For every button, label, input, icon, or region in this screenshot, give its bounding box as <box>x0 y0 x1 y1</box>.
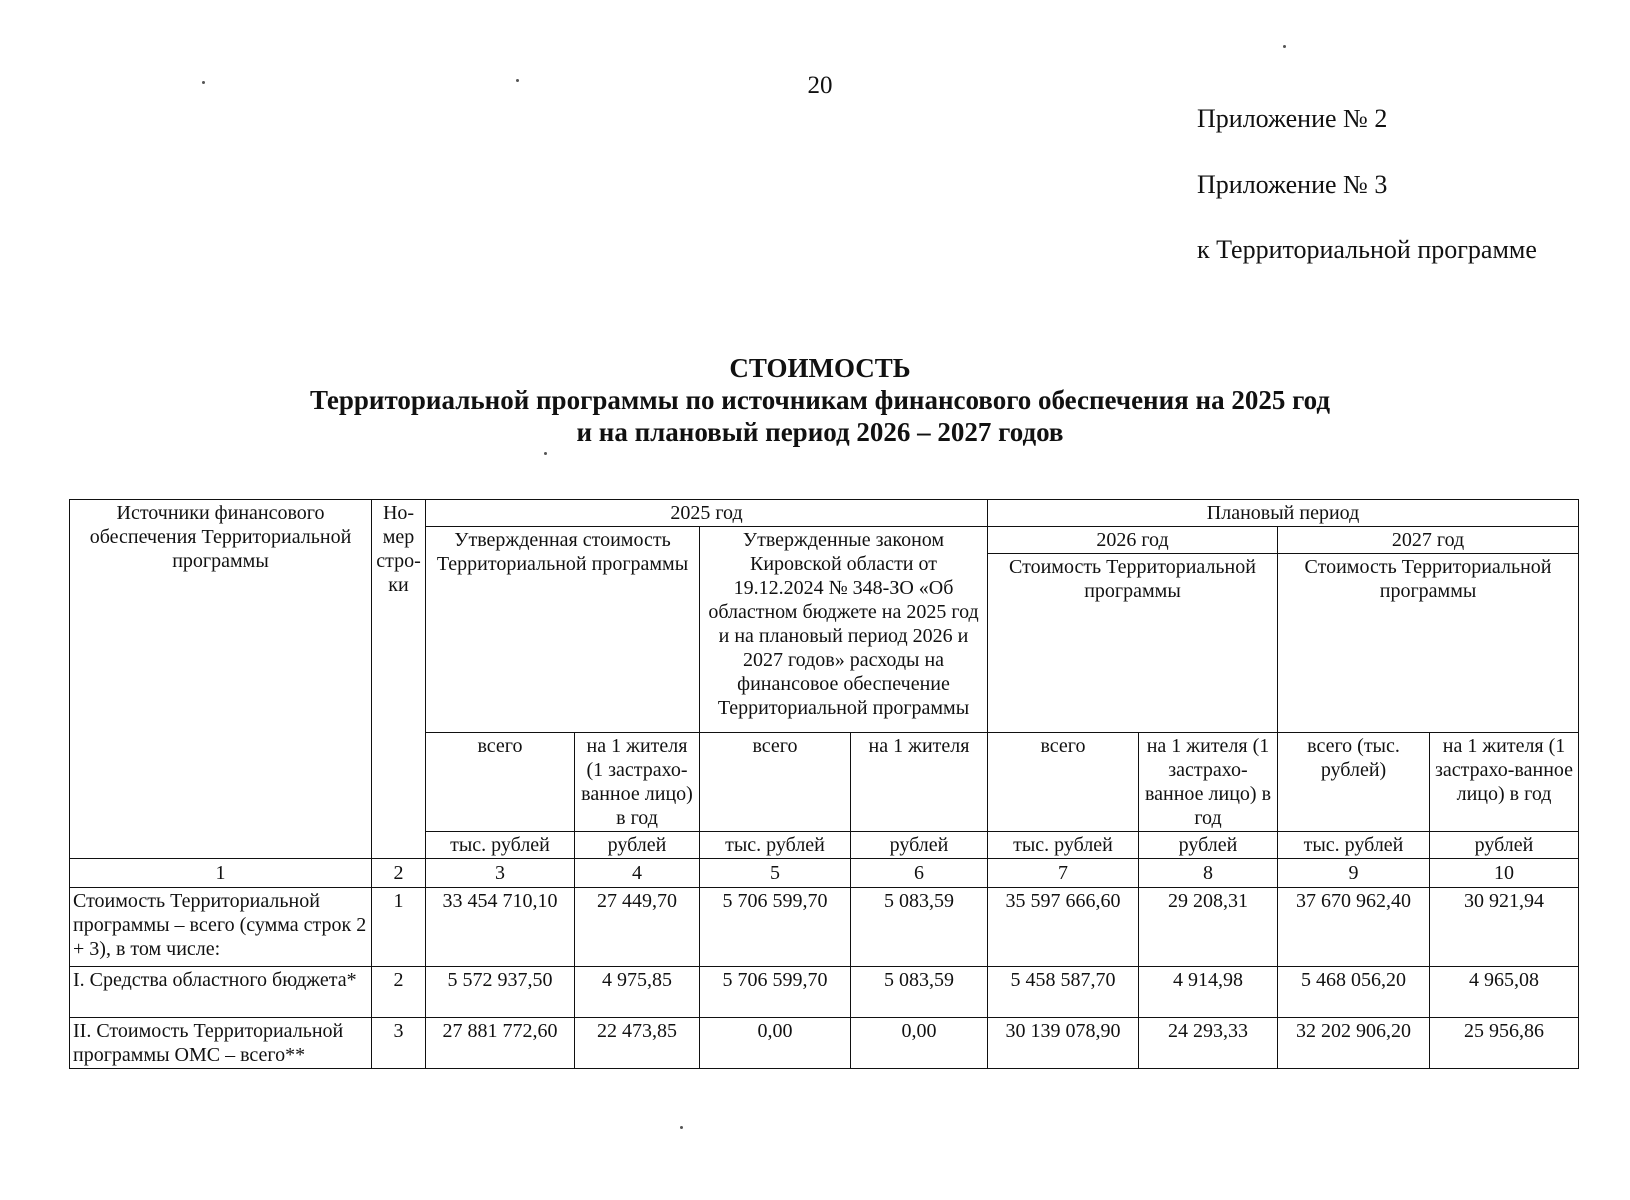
cell-value: 27 449,70 <box>575 888 700 967</box>
page-number: 20 <box>807 72 833 99</box>
cell-value: 5 706 599,70 <box>700 888 851 967</box>
header-year-2027: 2027 год <box>1278 527 1579 554</box>
cell-value: 5 083,59 <box>851 888 988 967</box>
row-source: I. Средства областного бюджета* <box>70 967 372 1018</box>
unit-col3: тыс. рублей <box>426 832 575 859</box>
row-number: 1 <box>372 888 426 967</box>
column-number: 2 <box>372 859 426 888</box>
cell-value: 27 881 772,60 <box>426 1018 575 1069</box>
column-number: 5 <box>700 859 851 888</box>
cell-value: 4 914,98 <box>1139 967 1278 1018</box>
row-number: 3 <box>372 1018 426 1069</box>
cell-value: 30 139 078,90 <box>988 1018 1139 1069</box>
cell-value: 32 202 906,20 <box>1278 1018 1430 1069</box>
header-approved-cost: Утвержденная стоимость Территориальной программы <box>426 527 700 733</box>
title-line-1: Территориальной программы по источникам финансового обеспечения на 2025 год <box>309 385 1331 415</box>
table-row <box>70 967 1579 1018</box>
cell-value: 5 083,59 <box>851 967 988 1018</box>
header-planned-period: Плановый период <box>988 500 1579 527</box>
column-number: 3 <box>426 859 575 888</box>
unit-col6: рублей <box>851 832 988 859</box>
scan-speck <box>202 81 205 84</box>
header-row-1 <box>70 500 1579 527</box>
cell-value: 0,00 <box>851 1018 988 1069</box>
cell-value: 5 468 056,20 <box>1278 967 1430 1018</box>
header-total-col7: всего <box>988 733 1139 832</box>
cell-value: 24 293,33 <box>1139 1018 1278 1069</box>
scan-speck <box>516 79 519 82</box>
table-row <box>70 888 1579 967</box>
table-row <box>70 1018 1579 1069</box>
cell-value: 37 670 962,40 <box>1278 888 1430 967</box>
column-number: 6 <box>851 859 988 888</box>
cell-value: 5 572 937,50 <box>426 967 575 1018</box>
header-approved-by-law: Утвержденные законом Кировской области от 19.12.2024 № 348-ЗО «Об областном бюджете на 2025 год и на плановый период 2026 и 2027 годов» расходы на финансовое обеспечение Территориальной программы <box>700 527 988 733</box>
unit-col10: рублей <box>1430 832 1579 859</box>
unit-col5: тыс. рублей <box>700 832 851 859</box>
header-total-col5: всего <box>700 733 851 832</box>
appendix-line-1: Приложение № 2 <box>1197 104 1388 133</box>
title-heading: СТОИМОСТЬ <box>729 353 911 383</box>
document-title <box>0 352 1630 448</box>
scan-speck <box>544 452 547 455</box>
cell-value: 29 208,31 <box>1139 888 1278 967</box>
cell-value: 30 921,94 <box>1430 888 1579 967</box>
appendix-line-2: Приложение № 3 <box>1197 170 1388 199</box>
cell-value: 5 458 587,70 <box>988 967 1139 1018</box>
cell-value: 33 454 710,10 <box>426 888 575 967</box>
cell-value: 22 473,85 <box>575 1018 700 1069</box>
cell-value: 5 706 599,70 <box>700 967 851 1018</box>
cell-value: 0,00 <box>700 1018 851 1069</box>
header-year-2026: 2026 год <box>988 527 1278 554</box>
header-year-2025: 2025 год <box>426 500 988 527</box>
cell-value: 35 597 666,60 <box>988 888 1139 967</box>
appendix-line-3: к Территориальной программе <box>1197 235 1537 264</box>
cell-value: 25 956,86 <box>1430 1018 1579 1069</box>
column-number: 10 <box>1430 859 1579 888</box>
unit-col7: тыс. рублей <box>988 832 1139 859</box>
scan-speck <box>1283 45 1286 48</box>
cell-value: 4 975,85 <box>575 967 700 1018</box>
column-number: 4 <box>575 859 700 888</box>
column-number: 7 <box>988 859 1139 888</box>
cell-value: 4 965,08 <box>1430 967 1579 1018</box>
header-row-number: Но-мер стро-ки <box>372 500 426 859</box>
column-number: 1 <box>70 859 372 888</box>
header-total-col3: всего <box>426 733 575 832</box>
header-cost-2026: Стоимость Территориальной программы <box>988 554 1278 733</box>
row-source: Стоимость Территориальной программы – всего (сумма строк 2 + 3), в том числе: <box>70 888 372 967</box>
cost-table <box>69 499 1579 1069</box>
header-per-resident-col4: на 1 жителя (1 застрахо-ванное лицо) в год <box>575 733 700 832</box>
title-line-2: и на плановый период 2026 – 2027 годов <box>576 417 1064 447</box>
unit-col4: рублей <box>575 832 700 859</box>
header-per-resident-col10: на 1 жителя (1 застрахо-ванное лицо) в год <box>1430 733 1579 832</box>
header-total-col9: всего (тыс. рублей) <box>1278 733 1430 832</box>
row-source: II. Стоимость Территориальной программы ОМС – всего** <box>70 1018 372 1069</box>
header-sources: Источники финансового обеспечения Территориальной программы <box>70 500 372 859</box>
header-per-resident-col8: на 1 жителя (1 застрахо-ванное лицо) в год <box>1139 733 1278 832</box>
column-number-row <box>70 859 1579 888</box>
unit-col9: тыс. рублей <box>1278 832 1430 859</box>
unit-col8: рублей <box>1139 832 1278 859</box>
scan-speck <box>680 1126 683 1129</box>
row-number: 2 <box>372 967 426 1018</box>
header-cost-2027: Стоимость Территориальной программы <box>1278 554 1579 733</box>
column-number: 9 <box>1278 859 1430 888</box>
column-number: 8 <box>1139 859 1278 888</box>
header-per-resident-col6: на 1 жителя <box>851 733 988 832</box>
